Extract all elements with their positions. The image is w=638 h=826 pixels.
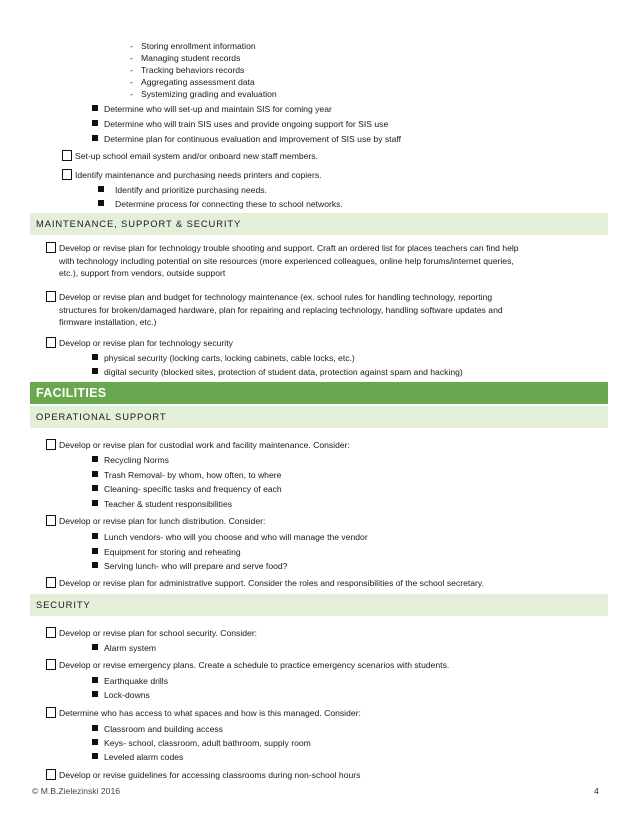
square-bullet-icon bbox=[92, 753, 98, 759]
square-bullet-icon bbox=[92, 548, 98, 554]
checkbox-icon[interactable] bbox=[46, 707, 56, 718]
dash-item: - Tracking behaviors records bbox=[130, 65, 245, 75]
square-bullet-icon bbox=[98, 186, 104, 192]
square-bullet-icon bbox=[92, 691, 98, 697]
checkbox-icon[interactable] bbox=[46, 337, 56, 348]
bullet-item: Determine plan for continuous evaluation and improvement of SIS use by staff bbox=[92, 133, 401, 145]
bullet-item: Equipment for storing and reheating bbox=[92, 546, 241, 558]
checkbox-icon[interactable] bbox=[46, 242, 56, 253]
checkbox-icon[interactable] bbox=[62, 150, 72, 161]
square-bullet-icon bbox=[92, 135, 98, 141]
bullet-item: Identify and prioritize purchasing needs. bbox=[98, 184, 267, 196]
checklist-item-access: Determine who has access to what spaces and how is this managed. Consider: bbox=[46, 707, 361, 719]
square-bullet-icon bbox=[92, 471, 98, 477]
square-bullet-icon bbox=[92, 644, 98, 650]
bullet-item: Recycling Norms bbox=[92, 454, 169, 466]
bullet-item: Earthquake drills bbox=[92, 675, 168, 687]
square-bullet-icon bbox=[92, 354, 98, 360]
checkbox-icon[interactable] bbox=[46, 577, 56, 588]
checklist-item-maintenance-needs: Identify maintenance and purchasing needs printers and copiers. bbox=[62, 169, 322, 181]
bullet-item: digital security (blocked sites, protection of student data, protection against spam and hacking) bbox=[92, 366, 463, 378]
checkbox-icon[interactable] bbox=[46, 627, 56, 638]
bullet-item: Serving lunch- who will prepare and serve food? bbox=[92, 560, 287, 572]
checkbox-icon[interactable] bbox=[46, 515, 56, 526]
checklist-item-maintenance-budget bbox=[46, 291, 606, 329]
square-bullet-icon bbox=[92, 533, 98, 539]
square-bullet-icon bbox=[92, 368, 98, 374]
page-number: 4 bbox=[594, 786, 599, 796]
bullet-item: Determine who will train SIS uses and provide ongoing support for SIS use bbox=[92, 118, 388, 130]
bullet-item: Trash Removal- by whom, how often, to where bbox=[92, 469, 281, 481]
checkbox-icon[interactable] bbox=[46, 439, 56, 450]
checklist-item-admin: Develop or revise plan for administrative support. Consider the roles and responsibilities of the school secretary. bbox=[46, 577, 484, 589]
checkbox-icon[interactable] bbox=[46, 659, 56, 670]
bullet-item: Leveled alarm codes bbox=[92, 751, 183, 763]
bullet-item: Cleaning- specific tasks and frequency of each bbox=[92, 483, 282, 495]
section-header-security: SECURITY bbox=[30, 594, 608, 616]
square-bullet-icon bbox=[92, 725, 98, 731]
dash-item: - Managing student records bbox=[130, 53, 241, 63]
square-bullet-icon bbox=[98, 200, 104, 206]
checklist-item-emergency: Develop or revise emergency plans. Create a schedule to practice emergency scenarios with students. bbox=[46, 659, 449, 671]
square-bullet-icon bbox=[92, 500, 98, 506]
checkbox-icon[interactable] bbox=[46, 291, 56, 302]
bullet-item: Lunch vendors- who will you choose and who will manage the vendor bbox=[92, 531, 368, 543]
bullet-item: Classroom and building access bbox=[92, 723, 223, 735]
square-bullet-icon bbox=[92, 562, 98, 568]
bullet-item: Determine process for connecting these to school networks. bbox=[98, 198, 343, 210]
dash-item: - Storing enrollment information bbox=[130, 41, 256, 51]
checklist-item-trouble-shooting bbox=[46, 242, 606, 280]
dash-item: - Systemizing grading and evaluation bbox=[130, 89, 277, 99]
checklist-item-lunch: Develop or revise plan for lunch distribution. Consider: bbox=[46, 515, 265, 527]
square-bullet-icon bbox=[92, 677, 98, 683]
section-header-operational: OPERATIONAL SUPPORT bbox=[30, 406, 608, 428]
footer-copyright: © M.B.Zielezinski 2016 bbox=[32, 786, 121, 796]
square-bullet-icon bbox=[92, 120, 98, 126]
checklist-item-tech-security: Develop or revise plan for technology security bbox=[46, 337, 233, 349]
square-bullet-icon bbox=[92, 105, 98, 111]
checklist-item-guidelines: Develop or revise guidelines for accessing classrooms during non-school hours bbox=[46, 769, 360, 781]
section-header-facilities: FACILITIES bbox=[30, 382, 608, 404]
square-bullet-icon bbox=[92, 456, 98, 462]
bullet-item: Determine who will set-up and maintain SIS for coming year bbox=[92, 103, 332, 115]
square-bullet-icon bbox=[92, 485, 98, 491]
checklist-text: Develop or revise plan for technology trouble shooting and support. Craft an ordered list for places teachers can find help with technology including potential on site resources (more experienced colleagues, online help forums/internet queries, etc.), support from vendors, outside support bbox=[59, 243, 519, 278]
checklist-item-custodial: Develop or revise plan for custodial work and facility maintenance. Consider: bbox=[46, 439, 350, 451]
bullet-item: Alarm system bbox=[92, 642, 156, 654]
bullet-item: Teacher & student responsibilities bbox=[92, 498, 232, 510]
bullet-item: Lock-downs bbox=[92, 689, 150, 701]
bullet-item: Keys- school, classroom, adult bathroom, supply room bbox=[92, 737, 311, 749]
checklist-text: Develop or revise plan and budget for technology maintenance (ex. school rules for handling technology, reporting structures for broken/damaged hardware, plan for repairing and replacing technology, handling software updates and firmware installation, etc.) bbox=[59, 292, 503, 327]
bullet-item: physical security (locking carts, locking cabinets, cable locks, etc.) bbox=[92, 352, 355, 364]
checkbox-icon[interactable] bbox=[62, 169, 72, 180]
square-bullet-icon bbox=[92, 739, 98, 745]
section-header-maintenance: MAINTENANCE, SUPPORT & SECURITY bbox=[30, 213, 608, 235]
checkbox-icon[interactable] bbox=[46, 769, 56, 780]
checklist-item-school-security: Develop or revise plan for school security. Consider: bbox=[46, 627, 257, 639]
dash-item: - Aggregating assessment data bbox=[130, 77, 255, 87]
checklist-item-email: Set-up school email system and/or onboard new staff members. bbox=[62, 150, 318, 162]
